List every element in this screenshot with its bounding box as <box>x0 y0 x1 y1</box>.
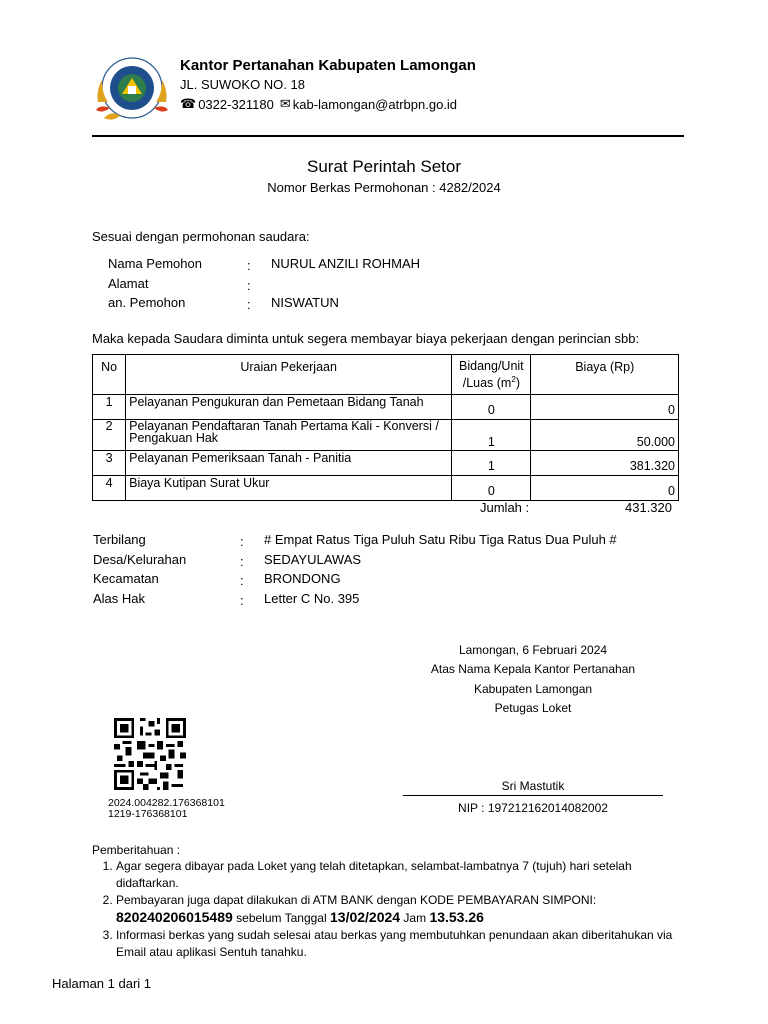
row-biaya: 50.000 <box>531 420 679 451</box>
notice-item-2-intro: Pembayaran juga dapat dilakukan di ATM BANK dengan KODE PEMBAYARAN SIMPONI: <box>116 893 597 907</box>
due-date: 13/02/2024 <box>330 909 401 925</box>
colon: : <box>247 258 251 273</box>
signer-name: Sri Mastutik <box>501 779 565 793</box>
on-behalf-value: NISWATUN <box>271 295 339 310</box>
document-title: Surat Perintah Setor <box>306 157 462 176</box>
signature-line2: Kabupaten Lamongan <box>473 682 593 696</box>
signature-line3: Petugas Loket <box>494 701 572 715</box>
row-uraian: Pelayanan Pengukuran dan Pemetaan Bidang Tanah <box>126 395 452 420</box>
colon: : <box>247 297 251 312</box>
colon: : <box>247 278 251 293</box>
row-uraian: Biaya Kutipan Surat Ukur <box>126 476 452 501</box>
header-bidang <box>452 355 531 395</box>
row-bidang: 1 <box>452 451 531 476</box>
applicant-name-value: NURUL ANZILI ROHMAH <box>271 256 421 271</box>
terbilang-value: # Empat Ratus Tiga Puluh Satu Ribu Tiga Ratus Dua Puluh # <box>264 532 617 547</box>
header-bidang-line2: /Luas (m <box>462 376 512 391</box>
jam-text: Jam <box>403 911 427 925</box>
row-uraian: Pelayanan Pemeriksaan Tanah - Panitia <box>126 451 452 476</box>
applicant-name-label: Nama Pemohon <box>108 256 202 271</box>
row-no: 2 <box>93 420 126 451</box>
header-uraian: Uraian Pekerjaan <box>126 355 452 395</box>
notice-title: Pemberitahuan : <box>92 843 181 857</box>
notice-item-1: 1. Agar segera dibayar pada Loket yang telah ditetapkan, selambat-lambatnya 7 (tujuh) hari setelah didaftarkan. <box>116 858 696 892</box>
document-subtitle: Nomor Berkas Permohonan : 4282/2024 <box>267 180 501 195</box>
colon: : <box>240 554 244 569</box>
row-uraian: Pelayanan Pendaftaran Tanah Pertama Kali - Konversi / Pengakuan Hak <box>126 420 452 451</box>
applicant-address-label: Alamat <box>108 276 149 291</box>
row-bidang: 0 <box>452 476 531 501</box>
notice-item-3: 3. Informasi berkas yang sudah selesai atau berkas yang membutuhkan penundaan akan diberitahukan via Email atau aplikasi Sentuh tanahku. <box>116 927 696 961</box>
row-no: 3 <box>93 451 126 476</box>
notice-item-2 <box>116 892 696 927</box>
atr-bpn-logo-icon <box>92 50 172 130</box>
page-indicator: Halaman 1 dari 1 <box>52 976 151 991</box>
alas-hak-value: Letter C No. 395 <box>264 591 360 606</box>
row-bidang: 0 <box>452 395 531 420</box>
office-name: Kantor Pertanahan Kabupaten Lamongan <box>180 57 476 74</box>
colon: : <box>240 534 244 549</box>
row-biaya: 0 <box>531 476 679 501</box>
desa-value: SEDAYULAWAS <box>264 552 362 567</box>
alas-hak-label: Alas Hak <box>93 591 146 606</box>
table-row <box>93 395 679 420</box>
total-value: 431.320 <box>625 500 672 515</box>
qr-reference <box>108 798 225 820</box>
due-time: 13.53.26 <box>429 909 484 925</box>
phone-icon: ☎ <box>180 96 197 111</box>
mail-icon: ✉ <box>279 96 291 111</box>
header-bidang-line1: Bidang/Unit <box>459 359 524 373</box>
fee-table <box>92 354 679 501</box>
row-no: 1 <box>93 395 126 420</box>
header-divider <box>92 135 684 137</box>
table-row <box>93 451 679 476</box>
row-bidang: 1 <box>452 420 531 451</box>
desa-label: Desa/Kelurahan <box>93 552 187 567</box>
total-label: Jumlah : <box>480 500 530 515</box>
office-contact <box>180 96 457 112</box>
payment-code: 820240206015489 <box>116 909 233 925</box>
intro-text: Sesuai dengan permohonan saudara: <box>92 229 310 244</box>
qr-code-line1: 2024.004282.176368101 <box>108 797 225 809</box>
terbilang-label: Terbilang <box>93 532 146 547</box>
qr-code-line2: 1219-176368101 <box>108 808 188 820</box>
header-biaya: Biaya (Rp) <box>531 355 679 395</box>
office-email: kab-lamongan@atrbpn.go.id <box>292 96 458 112</box>
office-address: JL. SUWOKO NO. 18 <box>180 77 305 92</box>
table-header-row <box>93 355 679 395</box>
header-bidang-close: ) <box>515 376 520 391</box>
colon: : <box>240 593 244 608</box>
notice-list <box>92 858 696 961</box>
table-row <box>93 420 679 451</box>
colon: : <box>240 573 244 588</box>
kecamatan-label: Kecamatan <box>93 571 159 586</box>
row-no: 4 <box>93 476 126 501</box>
office-phone: 0322-321180 <box>198 96 274 112</box>
on-behalf-label: an. Pemohon <box>108 295 186 310</box>
header-bidang-sup: 2 <box>511 375 516 384</box>
qr-code-icon <box>114 718 186 790</box>
table-row <box>93 476 679 501</box>
header-no: No <box>93 355 126 395</box>
row-biaya: 381.320 <box>531 451 679 476</box>
signature-place-date: Lamongan, 6 Februari 2024 <box>458 643 608 657</box>
signature-divider <box>403 795 663 796</box>
before-text: sebelum Tanggal <box>236 911 327 925</box>
signature-line1: Atas Nama Kepala Kantor Pertanahan <box>430 662 636 676</box>
row-biaya: 0 <box>531 395 679 420</box>
lead-text: Maka kepada Saudara diminta untuk segera membayar biaya pekerjaan dengan perincian sbb: <box>92 331 640 346</box>
kecamatan-value: BRONDONG <box>264 571 341 586</box>
signer-nip: NIP : 197212162014082002 <box>458 801 608 815</box>
